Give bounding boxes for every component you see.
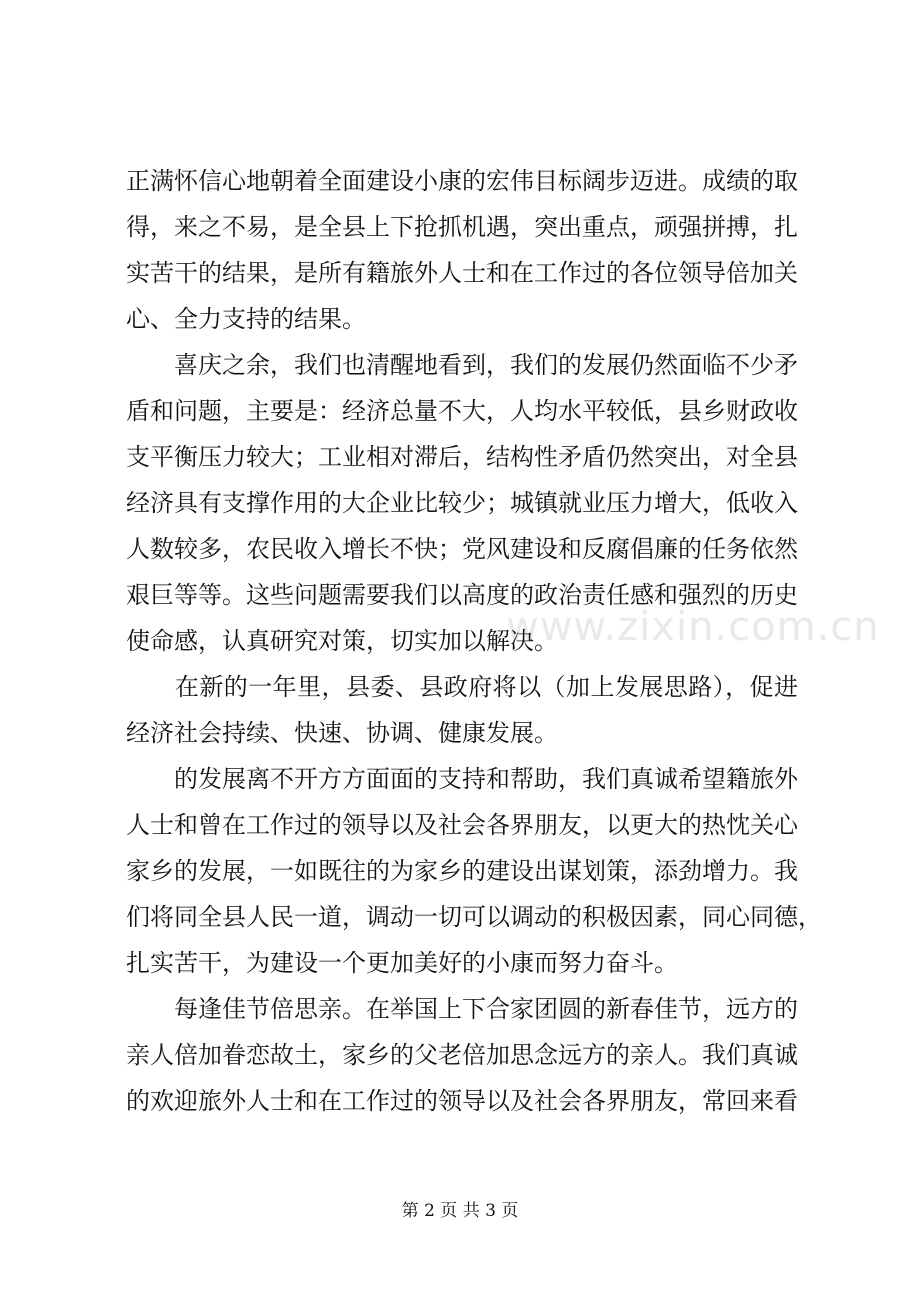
text-line: 心、全力支持的结果。 <box>126 305 366 333</box>
text-line: 人数较多，农民收入增长不快；党风建设和反腐倡廉的任务依然 <box>126 535 798 563</box>
watermark: www.zixin.com.cn <box>506 604 880 650</box>
text-line: 艰巨等等。这些问题需要我们以高度的政治责任感和强烈的历史 <box>126 581 798 609</box>
text-line: 扎实苦干，为建设一个更加美好的小康而努力奋斗。 <box>126 949 678 977</box>
text-line: 喜庆之余，我们也清醒地看到，我们的发展仍然面临不少矛 <box>126 351 798 379</box>
text-line: 的发展离不开方方面面的支持和帮助，我们真诚希望籍旅外 <box>126 765 798 793</box>
text-line: 使命感，认真研究对策，切实加以解决。 <box>126 627 558 655</box>
text-line: 每逢佳节倍思亲。在举国上下合家团圆的新春佳节，远方的 <box>126 995 798 1023</box>
text-line: 在新的一年里，县委、县政府将以（加上发展思路），促进 <box>126 673 798 701</box>
text-line: 盾和问题，主要是：经济总量不大，人均水平较低，县乡财政收 <box>126 397 798 425</box>
text-line: 得，来之不易，是全县上下抢抓机遇，突出重点，顽强拼搏，扎 <box>126 213 798 241</box>
text-line: 经济社会持续、快速、协调、健康发展。 <box>126 719 558 747</box>
text-line: 支平衡压力较大；工业相对滞后，结构性矛盾仍然突出，对全县 <box>126 443 798 471</box>
text-line: 的欢迎旅外人士和在工作过的领导以及社会各界朋友，常回来看 <box>126 1087 798 1115</box>
text-line: 亲人倍加眷恋故土，家乡的父老倍加思念远方的亲人。我们真诚 <box>126 1041 798 1069</box>
text-line: 人士和曾在工作过的领导以及社会各界朋友，以更大的热忱关心 <box>126 811 798 839</box>
page-number-footer: 第 2 页 共 3 页 <box>401 1201 519 1221</box>
text-line: 们将同全县人民一道，调动一切可以调动的积极因素，同心同德， <box>126 903 822 931</box>
text-line: 经济具有支撑作用的大企业比较少；城镇就业压力增大，低收入 <box>126 489 798 517</box>
text-line: 家乡的发展，一如既往的为家乡的建设出谋划策，添劲增力。我 <box>126 857 798 885</box>
text-line: 正满怀信心地朝着全面建设小康的宏伟目标阔步迈进。成绩的取 <box>126 167 798 195</box>
text-line: 实苦干的结果，是所有籍旅外人士和在工作过的各位领导倍加关 <box>126 259 798 287</box>
